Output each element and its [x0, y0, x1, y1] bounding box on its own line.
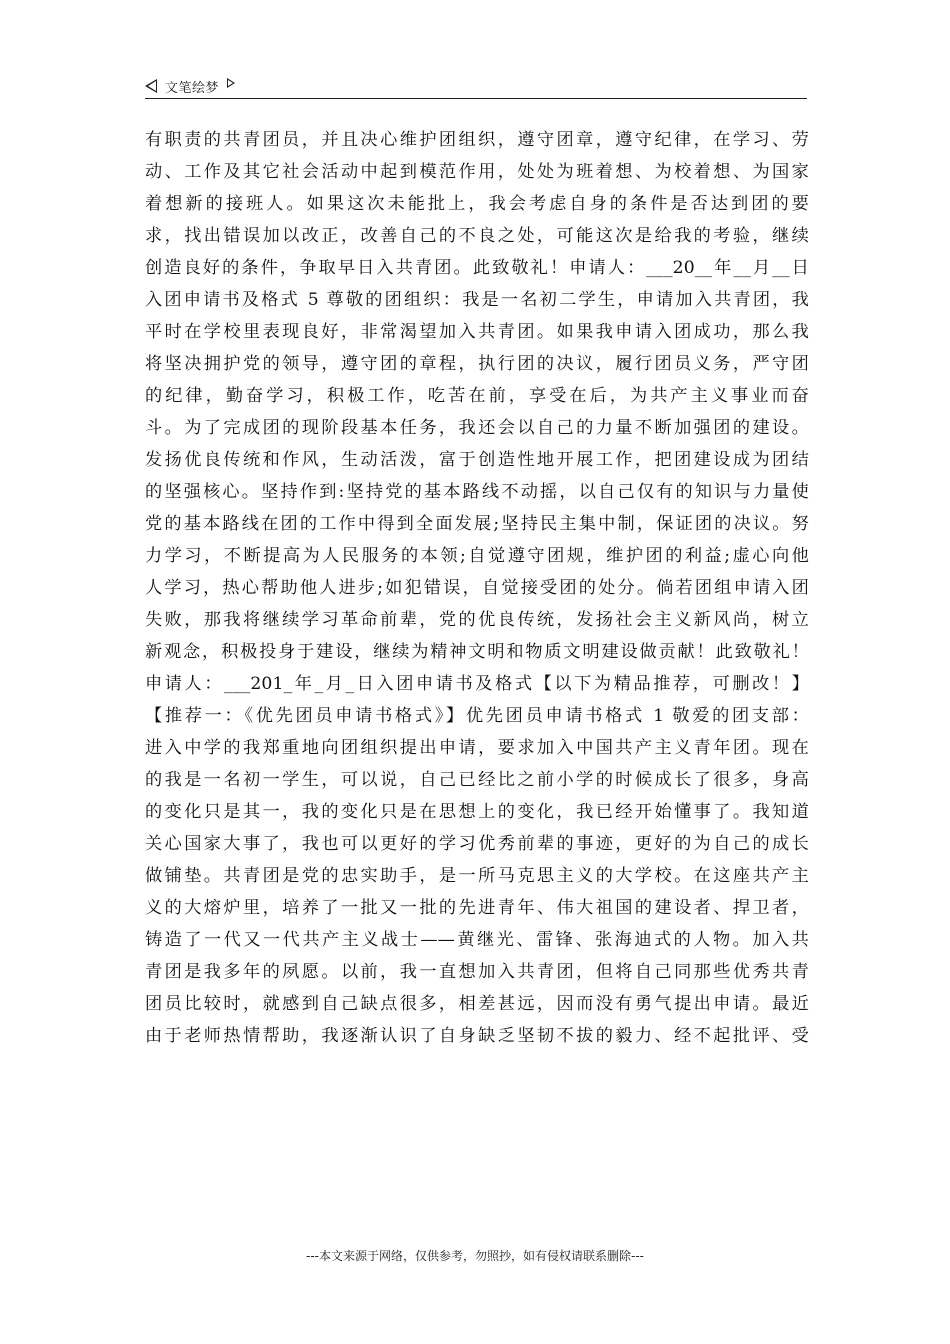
- text-line: 的变化只是其一，我的变化只是在思想上的变化，我已经开始懂事了。我知道: [145, 802, 809, 822]
- page-footer: ---本文来源于网络，仅供参考，勿照抄，如有侵权请联系删除---: [306, 1249, 644, 1263]
- text-line: 的坚强核心。坚持作到:坚持党的基本路线不动摇，以自己仅有的知识与力量使: [145, 482, 809, 502]
- text-line: 的纪律，勤奋学习，积极工作，吃苦在前，享受在后，为共产主义事业而奋: [145, 386, 809, 406]
- text-line: 新观念，积极投身于建设，继续为精神文明和物质文明建设做贡献！此致敬礼！: [145, 642, 809, 662]
- text-line: 平时在学校里表现良好，非常渴望加入共青团。如果我申请入团成功，那么我: [145, 322, 809, 342]
- text-line: 有职责的共青团员，并且决心维护团组织，遵守团章，遵守纪律，在学习、劳: [145, 130, 809, 150]
- triangle-right-icon: [227, 78, 235, 88]
- text-line: 斗。为了完成团的现阶段基本任务，我还会以自己的力量不断加强团的建设。: [145, 418, 809, 438]
- text-line: 义的大熔炉里，培养了一批又一批的先进青年、伟大祖国的建设者、捍卫者，: [145, 898, 809, 918]
- text-line: 的我是一名初一学生，可以说，自己已经比之前小学的时候成长了很多，身高: [145, 770, 809, 790]
- brand-name: 文笔绘梦: [165, 80, 220, 96]
- text-line: 力学习，不断提高为人民服务的本领;自觉遵守团规，维护团的利益;虚心向他: [145, 546, 809, 566]
- text-line: 求，找出错误加以改正，改善自己的不良之处，可能这次是给我的考验，继续: [145, 226, 809, 246]
- text-line: 入团申请书及格式 5 尊敬的团组织：我是一名初二学生，申请加入共青团，我: [145, 290, 809, 310]
- text-line: 发扬优良传统和作风，生动活泼，富于创造性地开展工作，把团建设成为团结: [145, 450, 809, 470]
- text-line: 由于老师热情帮助，我逐渐认识了自身缺乏坚韧不拔的毅力、经不起批评、受: [145, 1026, 809, 1046]
- text-line: 着想新的接班人。如果这次未能批上，我会考虑自身的条件是否达到团的要: [145, 194, 809, 214]
- triangle-left-icon: [145, 79, 157, 93]
- text-line: 党的基本路线在团的工作中得到全面发展;坚持民主集中制，保证团的决议。努: [145, 514, 809, 534]
- text-line: 青团是我多年的夙愿。以前，我一直想加入共青团，但将自己同那些优秀共青: [145, 962, 809, 982]
- text-line: 失败，那我将继续学习革命前辈，党的优良传统，发扬社会主义新风尚，树立: [145, 610, 809, 630]
- text-line: 做铺垫。共青团是党的忠实助手，是一所马克思主义的大学校。在这座共产主: [145, 866, 809, 886]
- text-line: 申请人：___201_年_月_日入团申请书及格式【以下为精品推荐，可删改！】: [145, 674, 809, 694]
- document-body: [145, 124, 809, 1052]
- text-line: 铸造了一代又一代共产主义战士——黄继光、雷锋、张海迪式的人物。加入共: [145, 930, 809, 950]
- text-line: 关心国家大事了，我也可以更好的学习优秀前辈的事迹，更好的为自己的成长: [145, 834, 809, 854]
- page-header: [145, 74, 807, 99]
- text-line: 进入中学的我郑重地向团组织提出申请，要求加入中国共产主义青年团。现在: [145, 738, 809, 758]
- text-line: 创造良好的条件，争取早日入共青团。此致敬礼！申请人：___20__年__月__日: [145, 258, 809, 278]
- text-line: 【推荐一：《优先团员申请书格式》】优先团员申请书格式 1 敬爱的团支部：: [145, 706, 809, 726]
- text-line: 将坚决拥护党的领导，遵守团的章程，执行团的决议，履行团员义务，严守团: [145, 354, 809, 374]
- text-line: 人学习，热心帮助他人进步;如犯错误，自觉接受团的处分。倘若团组申请入团: [145, 578, 809, 598]
- text-line: 团员比较时，就感到自己缺点很多，相差甚远，因而没有勇气提出申请。最近: [145, 994, 809, 1014]
- text-line: 动、工作及其它社会活动中起到模范作用，处处为班着想、为校着想、为国家: [145, 162, 809, 182]
